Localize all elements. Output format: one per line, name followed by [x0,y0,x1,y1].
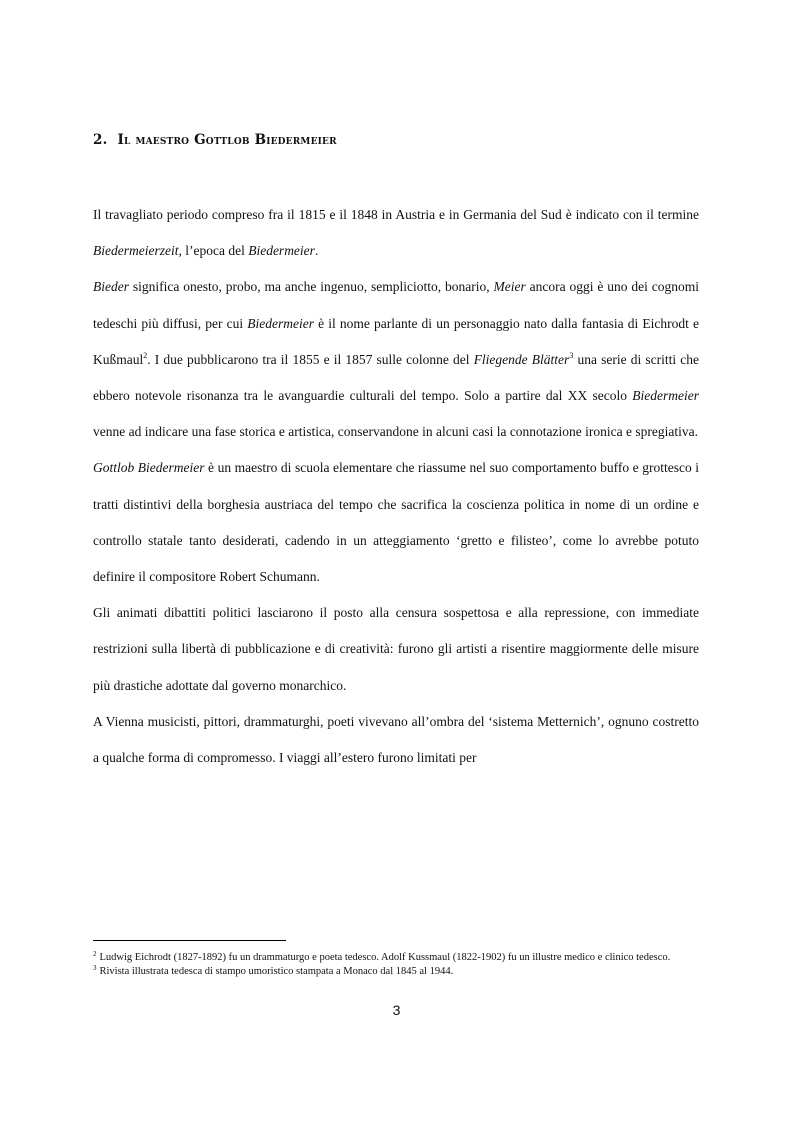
section-heading [93,132,337,148]
footnote-2 [93,951,699,965]
page-number: 3 [392,1002,401,1018]
text-run: è un maestro di scuola elementare che riassume nel suo comportamento buffo e grottesco i tratti distintivi della borghesia austriaca del tempo che sacrifica la coscienza politica in nome di un ordine e controllo statale tanto desiderati, cadendo in un atteggiamento ‘gretto e filisteo’, come lo avrebbe potuto definire il compositore Robert Schumann. [93,460,699,585]
footnote-text: Rivista illustrata tedesca di stampo umoristico stampata a Monaco dal 1845 al 1944. [99,965,454,977]
text-run: Il travagliato periodo compreso fra il 1815 e il 1848 in Austria e in Germania del Sud è indicato con il termine [93,207,699,222]
footnote-number: 2 [93,950,97,958]
footnote-separator [93,940,286,941]
italic-term: Biedermeierzeit, [93,243,182,259]
text-run: significa onesto, probo, ma anche ingenuo, sempliciotto, bonario, [129,279,494,295]
section-number: 2. [93,132,108,148]
text-run: venne ad indicare una fase storica e artistica, conservandone in alcuni casi la connotazione ironica e spregiativa. [93,424,698,440]
paragraph-3 [93,450,699,595]
footnote-ref-2[interactable]: 2 [143,350,148,360]
footnotes [93,951,699,978]
footnote-ref-3[interactable]: 3 [569,350,574,360]
text-run: ancora oggi è uno dei cognomi tedeschi più diffusi, per cui [93,279,700,331]
italic-term: Meier [493,279,526,295]
footnote-text: Ludwig Eichrodt (1827-1892) fu un drammaturgo e poeta tedesco. Adolf Kussmaul (1822-1902) fu un illustre medico e clinico tedesco. [99,952,671,963]
section-title: Il maestro Gottlob Biedermeier [117,132,337,148]
italic-term: Biedermeier [632,388,699,404]
italic-term: Fliegende Blätter [473,351,570,367]
text-run: una serie di scritti che ebbero notevole risonanza tra le avanguardie culturali del tempo. Solo a partire dal XX secolo [93,351,699,404]
paragraph-4: Gli animati dibattiti politici lasciarono il posto alla censura sospettosa e alla repressione, con immediate restrizioni sulla libertà di pubblicazione e di creatività: furono gli artisti a risentire maggiormente delle misure più drastiche adottate dal governo monarchico. [93,605,699,693]
text-run: . [314,243,319,259]
italic-term: Gottlob Biedermeier [93,460,205,476]
paragraph-2 [93,269,699,450]
text-run: l’epoca del [181,243,249,259]
footnote-number: 3 [93,963,97,972]
body-text [93,197,699,776]
paragraph-1 [93,197,699,269]
paragraph-5: A Vienna musicisti, pittori, drammaturghi, poeti vivevano all’ombra del ‘sistema Metternich’, ognuno costretto a qualche forma di compromesso. I viaggi all’estero furono limitati per [93,713,699,766]
italic-term: Biedermeier [247,315,314,331]
footnote-3 [93,965,699,979]
text-run: . I due pubblicarono tra il 1855 e il 1857 sulle colonne del [147,351,474,367]
italic-term: Biedermeier [248,243,315,259]
italic-term: Bieder [93,279,129,295]
text-run: è il nome parlante di un personaggio nato dalla fantasia di Eichrodt e Kußmaul [93,315,699,367]
